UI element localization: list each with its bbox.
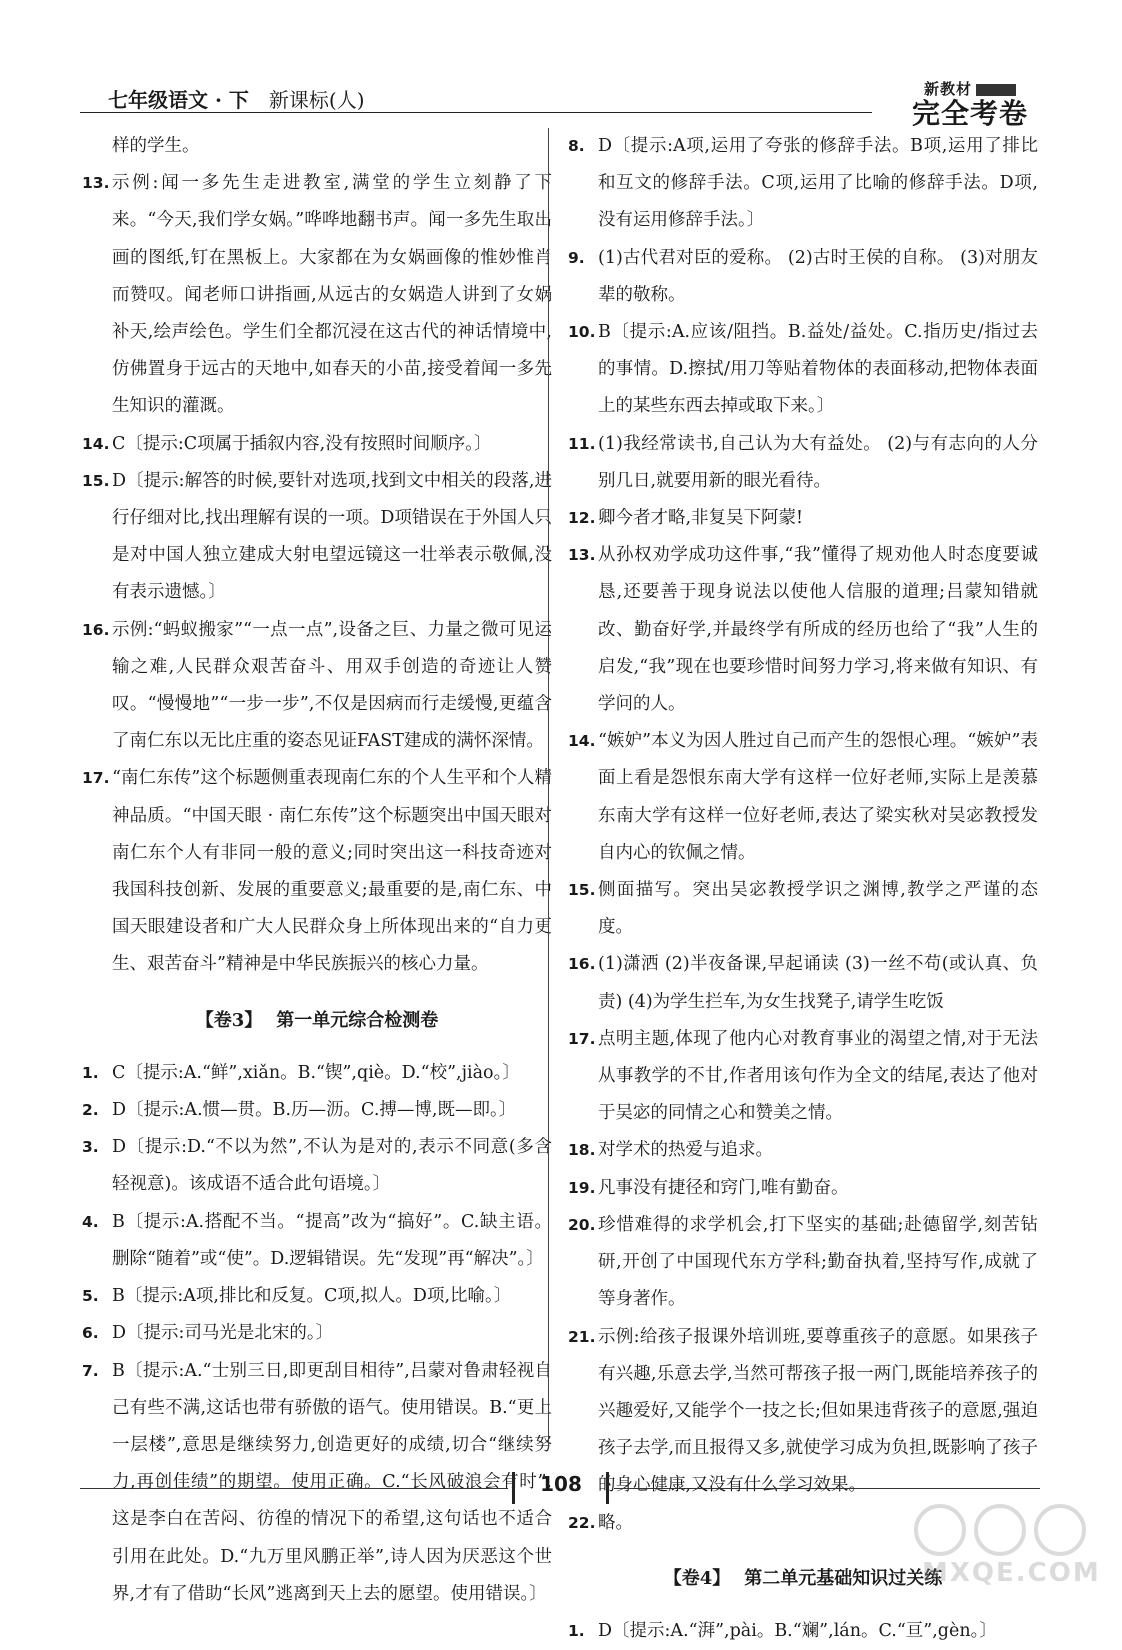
section-badge: 【卷3】 <box>195 1009 263 1031</box>
right-column <box>568 128 1038 1650</box>
answer-item <box>568 426 1038 500</box>
page-number: 108 <box>540 1472 582 1496</box>
brand-logo <box>900 78 1040 129</box>
answer-text: (1)我经常读书,自己认为大有益处。 (2)与有志向的人分别几日,就要用新的眼光看待。 <box>598 433 1038 491</box>
continued-text: 样的学生。 <box>112 136 200 156</box>
answer-item <box>568 500 1038 537</box>
answer-item <box>568 872 1038 946</box>
header-rule <box>80 112 872 113</box>
answer-number: 14. <box>568 732 596 751</box>
answer-item <box>82 612 552 761</box>
answer-item <box>82 1055 552 1092</box>
answer-item <box>568 1021 1038 1133</box>
answer-item <box>82 426 552 463</box>
footer-bar-right <box>606 1472 609 1504</box>
watermark-text: MXQE.COM <box>922 1558 1101 1588</box>
answer-number: 1. <box>568 1621 585 1640</box>
answer-item <box>568 537 1038 723</box>
answer-number: 17. <box>82 769 110 788</box>
footer-rule-right <box>614 1488 1040 1489</box>
answer-number: 9. <box>568 248 585 267</box>
answer-number: 18. <box>568 1141 596 1160</box>
answer-item <box>568 1207 1038 1319</box>
answer-number: 3. <box>82 1138 99 1157</box>
answer-number: 5. <box>82 1287 99 1306</box>
answer-item <box>82 1129 552 1203</box>
answer-item <box>82 1092 552 1129</box>
left-column <box>82 128 552 1613</box>
answer-text: 示例:“蚂蚁搬家”“一点一点”,设备之巨、力量之微可见运输之难,人民群众艰苦奋斗、用双手创造的奇迹让人赞叹。“慢慢地”“一步一步”,不仅是因病而行走缓慢,更蕴含了南仁东以无比庄重的姿态见证FAST建成的满怀深情。 <box>112 619 552 752</box>
answer-text: C〔提示:A.“鲜”,xiǎn。B.“锲”,qiè。D.“校”,jiào。〕 <box>112 1062 520 1083</box>
watermark-logo-icon <box>900 1500 1100 1560</box>
answer-text: 侧面描写。突出吴宓教授学识之渊博,教学之严谨的态度。 <box>598 880 1038 938</box>
header-title-group <box>108 84 365 113</box>
answer-item <box>82 165 552 425</box>
answer-text: (1)古代君对臣的爱称。 (2)古时王侯的自称。 (3)对朋友辈的敬称。 <box>598 247 1038 305</box>
answer-number: 4. <box>82 1212 99 1231</box>
answer-number: 12. <box>568 509 596 528</box>
answer-text: “南仁东传”这个标题侧重表现南仁东的个人生平和个人精神品质。“中国天眼 · 南仁东传”这个标题突出中国天眼对南仁东个人有非同一般的意义;同时突出这一科技奇迹对我国科技创新、发展的重要意义;最重要的是,南仁东、中国天眼建设者和广大人民群众身上所体现出来的“自力更生、艰苦奋斗”精神是中华民族振兴的核心力量。 <box>112 768 552 975</box>
answer-text: D〔提示:A.惯—贯。B.历—沥。C.搏—博,既—即。〕 <box>112 1100 517 1121</box>
answer-item <box>568 314 1038 426</box>
answer-number: 20. <box>568 1215 596 1234</box>
answer-item <box>82 463 552 612</box>
answer-text: C〔提示:C项属于插叙内容,没有按照时间顺序。〕 <box>112 433 492 454</box>
answer-number: 16. <box>82 620 110 639</box>
answer-item <box>568 1132 1038 1169</box>
brand-subtitle: 新教材 <box>900 78 1040 99</box>
answer-text: D〔提示:A项,运用了夸张的修辞手法。B项,运用了排比和互文的修辞手法。C项,运用了比喻的修辞手法。D项,没有运用修辞手法。〕 <box>598 136 1038 231</box>
answer-number: 15. <box>568 881 596 900</box>
section-title: 第二单元基础知识过关练 <box>744 1567 943 1589</box>
answer-list-left-b <box>82 1055 552 1613</box>
answer-number: 7. <box>82 1361 99 1380</box>
answer-text: D〔提示:A.“湃”,pài。B.“斓”,lán。C.“亘”,gèn。〕 <box>598 1620 997 1641</box>
curriculum-standard: 新课标(人) <box>268 88 365 112</box>
answer-number: 13. <box>82 174 110 193</box>
answer-item <box>568 240 1038 314</box>
answer-item <box>82 760 552 983</box>
answer-item <box>82 1278 552 1315</box>
answer-text: (1)潇洒 (2)半夜备课,早起诵读 (3)一丝不苟(或认真、负责) (4)为学生拦车,为女生找凳子,请学生吃饭 <box>598 954 1038 1012</box>
section-heading-vol3 <box>82 1002 552 1039</box>
answer-number: 14. <box>82 434 110 453</box>
brand-name: 完全考卷 <box>911 97 1028 130</box>
answer-text: 卿今者才略,非复吴下阿蒙! <box>598 508 804 529</box>
answer-number: 11. <box>568 434 596 453</box>
page-footer <box>80 1462 1040 1512</box>
answer-text: B〔提示:A.“士别三日,即更刮目相待”,吕蒙对鲁肃轻视自己有些不满,这话也带有骄傲的语气。使用错误。B.“更上一层楼”,意思是继续努力,创造更好的成绩,切合“继续努力,再创佳绩”的期望。使用正确。C.“长风破浪会有时”,这是李白在苦闷、彷徨的情况下的希望,这句话也不适合引用在此处。D.“九万里风鹏正举”,诗人因为厌恶这个世界,才有了借助“长风”逃离到天上去的愿望。使用错误。〕 <box>112 1360 552 1604</box>
answer-item <box>568 1170 1038 1207</box>
footer-rule-left <box>80 1488 508 1489</box>
answer-item <box>568 128 1038 240</box>
watermark <box>900 1500 1100 1590</box>
answer-number: 15. <box>82 471 110 490</box>
answer-text: 凡事没有捷径和窍门,唯有勤奋。 <box>598 1177 849 1198</box>
answer-text: 示例:闻一多先生走进教室,满堂的学生立刻静了下来。“今天,我们学女娲。”哗哗地翻书声。闻一多先生取出画的图纸,钉在黑板上。大家都在为女娲画像的惟妙惟肖而赞叹。闻老师口讲指画,从远古的女娲造人讲到了女娲补天,绘声绘色。学生们全都沉浸在这古代的神话情境中,仿佛置身于远古的天地中,如春天的小苗,接受着闻一多先生知识的灌溉。 <box>112 173 552 417</box>
answer-number: 1. <box>82 1063 99 1082</box>
answer-text: 珍惜难得的求学机会,打下坚实的基础;赴德留学,刻苦钻研,开创了中国现代东方学科;勤奋执着,坚持写作,成就了等身著作。 <box>598 1214 1038 1310</box>
answer-number: 17. <box>568 1029 596 1048</box>
section-badge: 【卷4】 <box>663 1567 731 1589</box>
answer-item <box>568 1613 1038 1650</box>
answer-number: 13. <box>568 546 596 565</box>
answer-text: D〔提示:解答的时候,要针对选项,找到文中相关的段落,进行仔细对比,找出理解有误的一项。D项错误在于外国人只是对中国人独立建成大射电望远镜这一壮举表示敬佩,没有表示遗憾。〕 <box>112 470 552 603</box>
answer-text: D〔提示:D.“不以为然”,不认为是对的,表示不同意(多含轻视意)。该成语不适合此句语境。〕 <box>112 1137 552 1195</box>
section-title: 第一单元综合检测卷 <box>276 1009 439 1031</box>
answer-number: 6. <box>82 1324 99 1343</box>
answer-item <box>82 1204 552 1278</box>
answer-item <box>568 946 1038 1020</box>
answer-text: 对学术的热爱与追求。 <box>598 1140 773 1161</box>
answer-number: 2. <box>82 1101 99 1120</box>
answer-item <box>568 723 1038 872</box>
answer-text: B〔提示:A.应该/阻挡。B.益处/益处。C.指历史/指过去的事情。D.擦拭/用刀等贴着物体的表面移动,把物体表面上的某些东西去掉或取下来。〕 <box>598 322 1038 417</box>
page-header <box>80 72 1040 130</box>
answer-number: 22. <box>568 1513 596 1532</box>
answer-list-left-a <box>82 165 552 983</box>
answer-text: 略。 <box>598 1512 633 1533</box>
answer-text: B〔提示:A项,排比和反复。C项,拟人。D项,比喻。〕 <box>112 1286 512 1307</box>
answer-text: 示例:给孩子报课外培训班,要尊重孩子的意愿。如果孩子有兴趣,乐意去学,当然可帮孩子报一两门,既能培养孩子的兴趣爱好,又能学个一技之长;但如果违背孩子的意愿,强迫孩子去学,而且报得又多,就使学习成为负担,既影响了孩子的身心健康,又没有什么学习效果。 <box>598 1326 1038 1496</box>
answer-number: 8. <box>568 137 585 155</box>
answer-number: 19. <box>568 1178 596 1197</box>
answer-item <box>82 1315 552 1352</box>
answer-text: B〔提示:A.搭配不当。“提高”改为“搞好”。C.缺主语。删除“随着”或“使”。D.逻辑错误。先“发现”再“解决”。〕 <box>112 1211 552 1269</box>
column-divider <box>548 128 549 1448</box>
answer-number: 21. <box>568 1327 596 1346</box>
book-title: 七年级语文 · 下 <box>108 88 249 112</box>
answer-text: 从孙权劝学成功这件事,“我”懂得了规劝他人时态度要诚恳,还要善于现身说法以使他人信服的道理;吕蒙知错就改、勤奋好学,并最终学有所成的经历也给了“我”人生的启发,“我”现在也要珍惜时间努力学习,将来做有知识、有学问的人。 <box>598 545 1038 715</box>
answer-text: D〔提示:司马光是北宋的。〕 <box>112 1323 334 1344</box>
footer-bar-left <box>512 1472 515 1504</box>
answer-number: 16. <box>568 955 596 974</box>
answer-number: 10. <box>568 323 596 342</box>
answer-list-right-a <box>568 128 1038 1542</box>
answer-text: “嫉妒”本义为因人胜过自己而产生的怨恨心理。“嫉妒”表面上看是怨恨东南大学有这样一位好老师,实际上是羡慕东南大学有这样一位好老师,表达了梁实秋对吴宓教授发自内心的钦佩之情。 <box>598 731 1038 863</box>
answer-list-right-b <box>568 1613 1038 1650</box>
answer-text: 点明主题,体现了他内心对教育事业的渴望之情,对于无法从事教学的不甘,作者用该句作为全文的结尾,表达了他对于吴宓的同情之心和赞美之情。 <box>598 1028 1038 1124</box>
brand-band <box>976 84 1016 96</box>
